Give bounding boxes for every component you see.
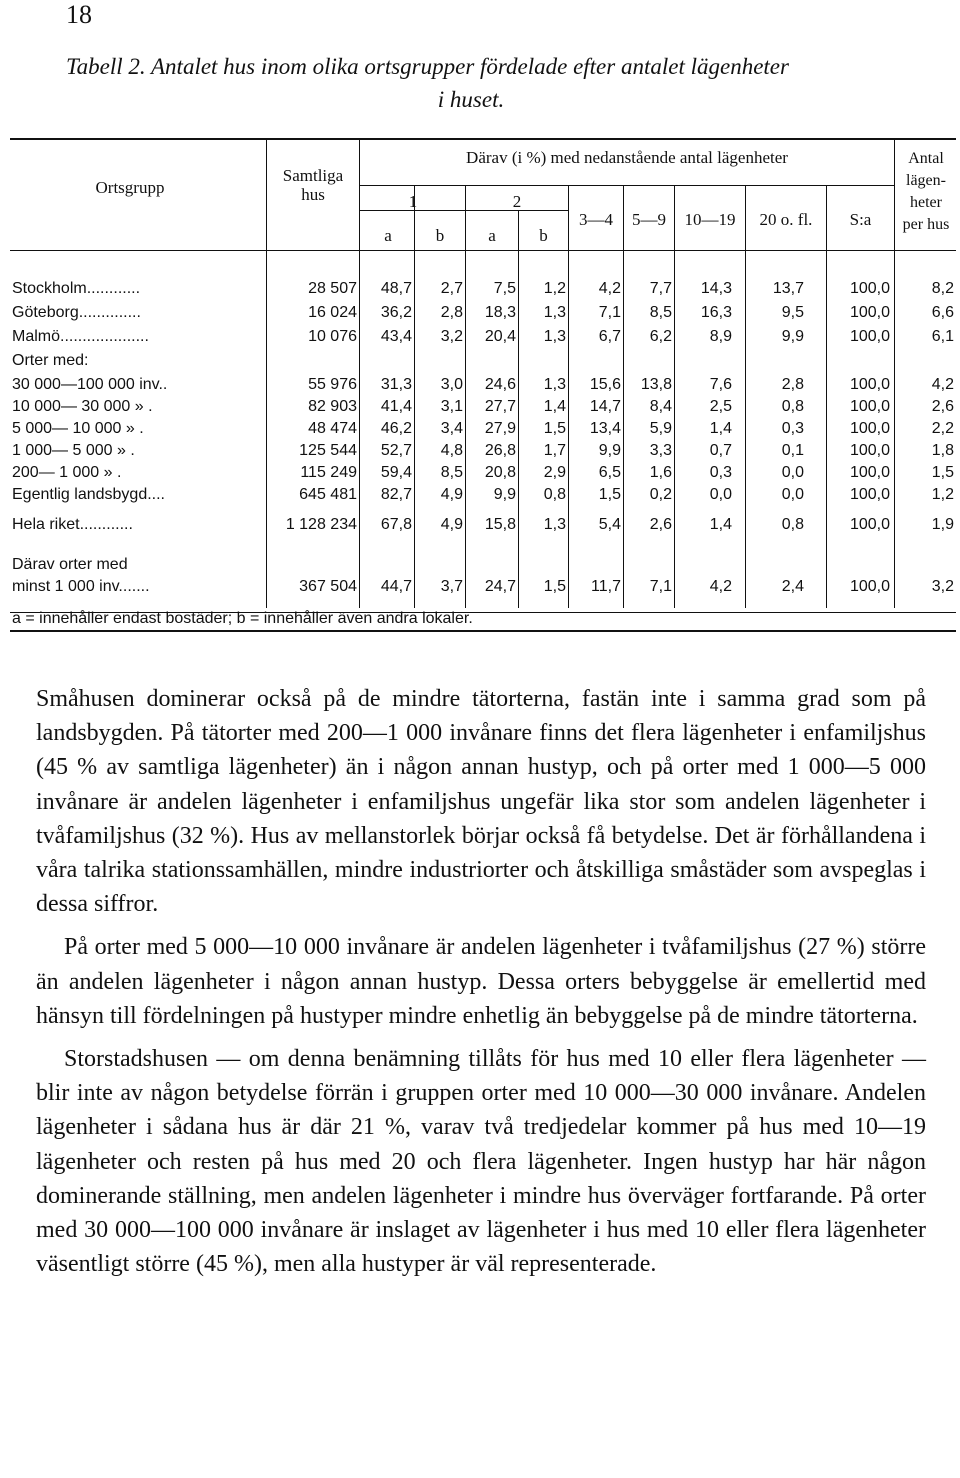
table-cell: 2,6 [649,516,672,533]
table-row [10,516,956,538]
table-cell: 7,7 [649,280,672,297]
header-samtliga-line2: hus [301,185,325,204]
table-cell: 0,0 [781,486,804,503]
row-label: minst 1 000 inv....... [12,578,150,595]
table-cell: 3,4 [440,420,463,437]
table-cell: 1,3 [543,328,566,345]
table-cell: 3,1 [440,398,463,415]
header-col-3-4: 3—4 [579,210,613,229]
row-label: Malmö.................... [12,328,149,345]
table-cell: 9,5 [781,304,804,321]
table-cell: 1,4 [709,420,732,437]
table-cell: 8,2 [931,280,954,297]
table-cell: 1,5 [598,486,621,503]
row-label: 1 000— 5 000 » . [12,442,135,459]
table-cell: 5,9 [649,420,672,437]
table-cell: 367 504 [299,578,357,595]
body-text [36,682,926,1290]
table-cell: 115 249 [300,464,357,481]
table-cell: 13,4 [589,420,621,437]
table-cell: 100,0 [849,398,890,415]
table-cell: 48 474 [308,420,357,437]
table-cell: 1,4 [709,516,732,533]
table-cell: 41,4 [380,398,412,415]
table-cell: 100,0 [849,464,890,481]
header-samtliga-line1: Samtliga [282,166,344,185]
table-cell: 645 481 [299,486,357,503]
header-col-sa: S:a [849,210,872,229]
table-cell: 0,0 [709,486,732,503]
table-cell: 4,2 [709,578,732,595]
table-cell: 2,4 [781,578,804,595]
table-cell: 55 976 [308,376,357,393]
table-cell: 4,2 [598,280,621,297]
table-cell: 9,9 [781,328,804,345]
table-row [10,328,956,350]
caption-line-1: Tabell 2. Antalet hus inom olika ortsgrupper fördelade efter antalet lägenheter [66,54,789,79]
table-cell: 10 076 [308,328,357,345]
table-cell: 0,3 [781,420,804,437]
table-cell: 9,9 [493,486,516,503]
table-cell: 67,8 [380,516,412,533]
table-cell: 5,4 [598,516,621,533]
table-cell: 100,0 [849,280,890,297]
table-cell: 2,8 [440,304,463,321]
header-col-1b: b [435,226,445,245]
table-cell: 100,0 [849,304,890,321]
header-darav: Därav (i %) med nedanstående antal lägenheter [466,148,788,167]
table-cell: 1,5 [543,420,566,437]
header-col-2a: a [488,226,496,245]
header-col-20: 20 o. fl. [759,210,813,229]
table-cell: 14,3 [700,280,732,297]
header-antal [895,148,957,236]
table-cell: 0,1 [781,442,804,459]
table-row [10,486,956,508]
row-label: 30 000—100 000 inv.. [12,376,168,393]
table-cell: 2,8 [781,376,804,393]
table-cell: 0,8 [543,486,566,503]
table-cell: 1,9 [931,516,954,533]
table-cell: 18,3 [484,304,516,321]
table-cell: 16,3 [700,304,732,321]
table-row [10,578,956,600]
table-cell: 2,6 [931,398,954,415]
table-cell: 16 024 [308,304,357,321]
table-cell: 100,0 [849,376,890,393]
table-cell: 0,2 [649,486,672,503]
table-cell: 8,4 [649,398,672,415]
table-cell: 1,5 [543,578,566,595]
table-cell: 8,5 [649,304,672,321]
paragraph-1: Småhusen dominerar också på de mindre tätorterna, fastän inte i samma grad som på landsbygden. På tätorter med 200—1 000 invånare finns det flera lägenheter i enfamiljshus (45 % av samtliga lägenheter) än i någon annan hustyp, och på orter med 1 000—5 000 invånare är andelen lägenheter i enfamiljshus ungefär lika stor som andelen lägenheter i tvåfamiljshus (32 %). Hus av mellanstorlek börjar också få betydelse. Det är förhållandena i våra talrika stationssamhällen, mindre industriorter och åtskilliga småstäder som avspeglas i dessa siffror. [36,686,926,918]
table-cell: 44,7 [380,578,412,595]
header-col-2b: b [539,226,548,245]
table-cell: 7,5 [493,280,516,297]
table-row [10,420,956,442]
table-row [10,376,956,398]
header-antal-line4: per hus [902,216,950,233]
table-cell: 1,5 [931,464,954,481]
table-cell: 15,8 [484,516,516,533]
table-row [10,464,956,486]
table-cell: 3,7 [440,578,463,595]
table-cell: 59,4 [380,464,412,481]
table-cell: 3,0 [440,376,463,393]
table-cell: 2,2 [931,420,954,437]
table-cell: 2,7 [440,280,463,297]
table-cell: 1,8 [931,442,954,459]
table-cell: 6,6 [931,304,954,321]
table-cell: 1,3 [543,304,566,321]
table-cell: 7,6 [709,376,732,393]
row-label: Orter med: [12,352,89,369]
table-cell: 6,1 [931,328,954,345]
table-cell: 100,0 [849,486,890,503]
table-cell: 46,2 [380,420,412,437]
table-row [10,398,956,420]
table-caption [66,50,936,116]
table-cell: 11,7 [591,578,621,595]
statistics-table [10,138,956,632]
header-col-5-9: 5—9 [632,210,666,229]
table-cell: 4,9 [440,486,463,503]
table-cell: 3,2 [440,328,463,345]
header-antal-line3: heter [910,194,942,211]
paragraph-3: Storstadshusen — om denna benämning tillåts för hus med 10 eller flera lägenheter — blir inte av någon betydelse förrän i gruppen orter med 10 000—30 000 invånare. Andelen lägenheter i sådana hus är där 21 %, varav två tredjedelar kommer på hus med 10—19 lägenheter och resten på hus med 20 och flera lägenheter. Ingen hustyp har här någon dominerande ställning, men andelen lägenheter i mindre hus överväger fortfarande. På orter med 30 000—100 000 invånare är inslaget av lägenheter i hus med 10 eller flera lägenheter väsentligt större (45 %), men alla hustyper är väl representerade. [36,1046,926,1278]
table-cell: 27,9 [484,420,516,437]
table-cell: 6,7 [598,328,621,345]
table-cell: 3,3 [649,442,672,459]
table-cell: 52,7 [380,442,412,459]
header-antal-line1: Antal [908,150,944,167]
table-cell: 4,2 [931,376,954,393]
table-cell: 1,4 [543,398,566,415]
table-cell: 1,2 [543,280,566,297]
table-cell: 20,8 [484,464,516,481]
table-cell: 1,3 [543,376,566,393]
table-cell: 31,3 [380,376,412,393]
table-cell: 82,7 [380,486,412,503]
table-cell: 8,9 [709,328,732,345]
table-cell: 0,8 [781,398,804,415]
table-cell: 7,1 [598,304,621,321]
table-cell: 100,0 [849,578,890,595]
header-col-2: 2 [512,192,522,211]
header-ortsgrupp: Ortsgrupp [95,178,165,197]
table-cell: 6,2 [649,328,672,345]
header-col-1: 1 [408,192,418,211]
table-row [10,556,956,578]
header-samtliga-hus [268,166,358,204]
page-number: 18 [66,0,92,29]
table-cell: 0,8 [781,516,804,533]
table-cell: 1 128 234 [285,516,357,533]
row-label: Hela riket............ [12,516,133,533]
table-cell: 100,0 [849,328,890,345]
table-cell: 13,7 [772,280,804,297]
table-cell: 100,0 [849,442,890,459]
table-cell: 27,7 [484,398,516,415]
table-cell: 2,5 [709,398,732,415]
row-label: Egentlig landsbygd.... [12,486,165,503]
table-cell: 0,7 [709,442,732,459]
table-cell: 24,6 [484,376,516,393]
table-cell: 43,4 [380,328,412,345]
table-row [10,280,956,302]
row-label: 10 000— 30 000 » . [12,398,153,415]
header-antal-line2: lägen- [906,172,946,189]
table-cell: 1,7 [543,442,566,459]
table-row [10,442,956,464]
table-cell: 82 903 [308,398,357,415]
caption-line-2: i huset. [437,87,505,112]
table-cell: 8,5 [440,464,463,481]
table-cell: 125 544 [299,442,357,459]
table-cell: 24,7 [484,578,516,595]
table-cell: 100,0 [849,516,890,533]
table-cell: 3,2 [931,578,954,595]
table-footnote: a = innehåller endast bostäder; b = innehåller även andra lokaler. [12,610,473,627]
table-cell: 7,1 [649,578,672,595]
table-cell: 4,8 [440,442,463,459]
row-label: Därav orter med [12,556,128,573]
table-cell: 26,8 [484,442,516,459]
table-cell: 36,2 [380,304,412,321]
table-cell: 48,7 [380,280,412,297]
table-cell: 20,4 [484,328,516,345]
table-cell: 4,9 [440,516,463,533]
table-row [10,352,956,374]
table-cell: 0,3 [709,464,732,481]
table-cell: 9,9 [598,442,621,459]
table-cell: 1,2 [931,486,954,503]
table-cell: 14,7 [589,398,621,415]
header-col-1a: a [384,226,392,245]
table-cell: 0,0 [781,464,804,481]
row-label: 200— 1 000 » . [12,464,122,481]
table-cell: 6,5 [598,464,621,481]
table-cell: 13,8 [640,376,672,393]
table-cell: 1,3 [543,516,566,533]
table-cell: 15,6 [589,376,621,393]
table-row [10,304,956,326]
table-cell: 1,6 [649,464,672,481]
header-col-10-19: 10—19 [684,210,736,229]
table-cell: 2,9 [543,464,566,481]
row-label: Göteborg.............. [12,304,141,321]
table-cell: 100,0 [849,420,890,437]
row-label: 5 000— 10 000 » . [12,420,144,437]
row-label: Stockholm............ [12,280,141,297]
table-cell: 28 507 [308,280,357,297]
paragraph-2: På orter med 5 000—10 000 invånare är andelen lägenheter i tvåfamiljshus (27 %) större än andelen lägenheter i någon annan hustyp. Dessa orters bebyggelse är emellertid med hänsyn till fördelningen på hustyper mindre enhetlig än bebyggelse på de mindre tätorterna. [36,934,926,1029]
